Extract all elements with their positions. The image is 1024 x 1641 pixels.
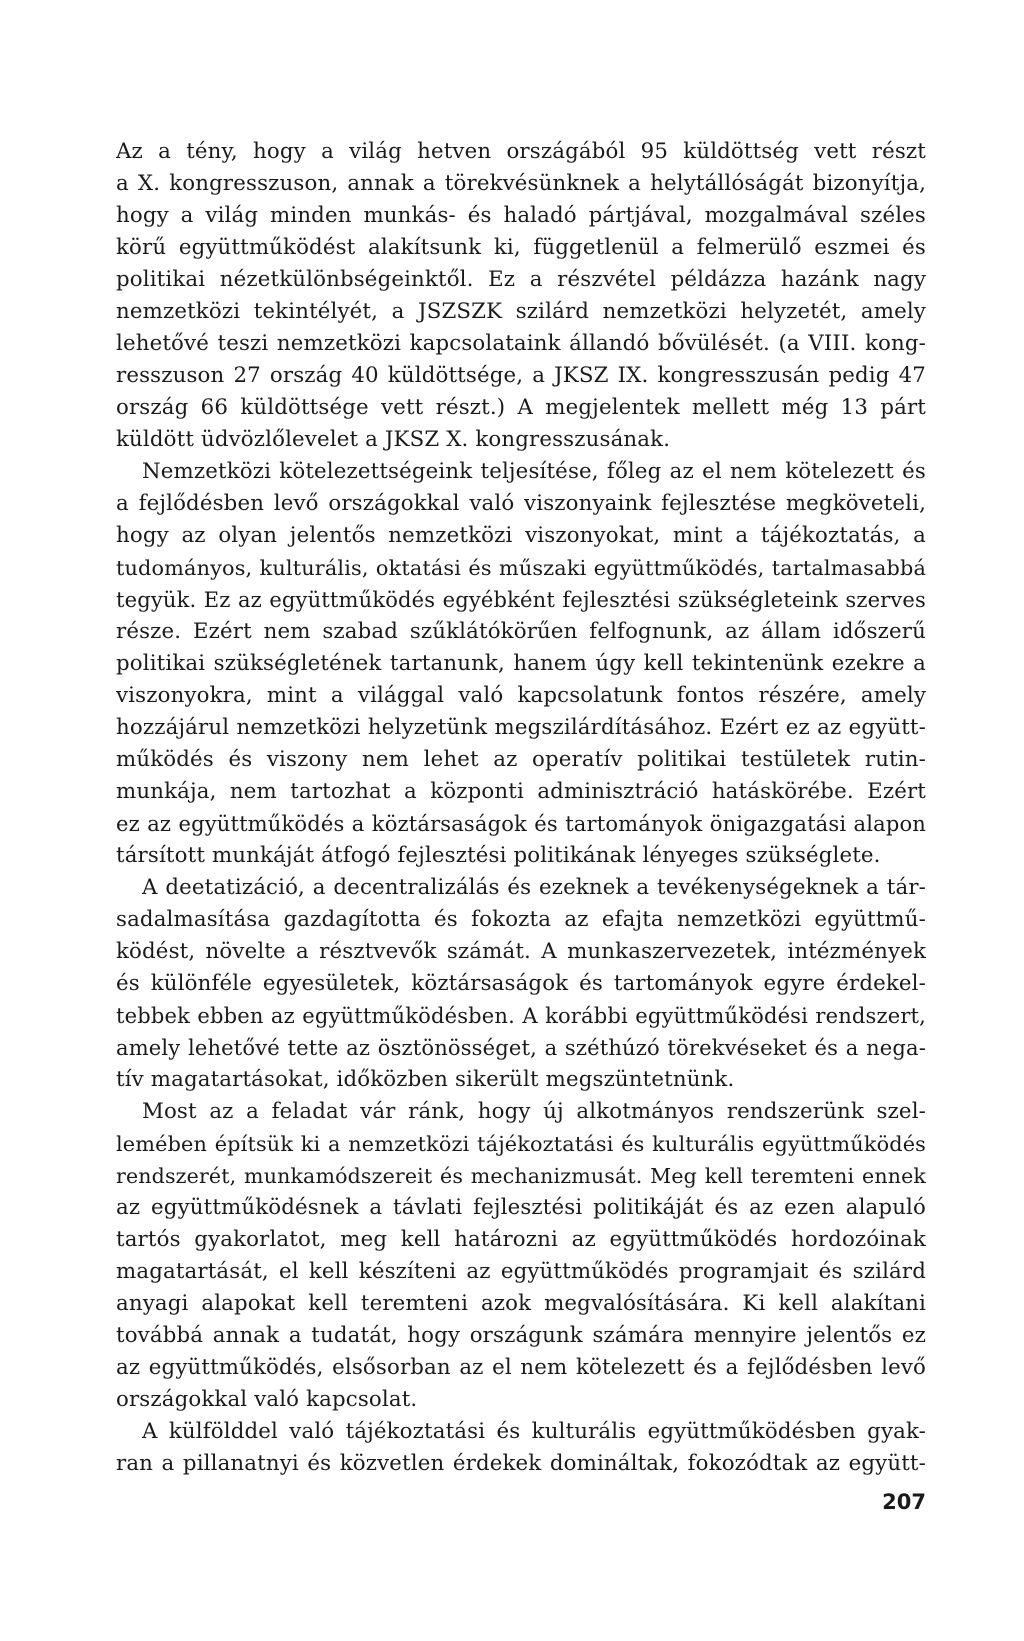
text-line: A külfölddel való tájékoztatási és kulturális együttműködésben gyak-: [142, 1419, 926, 1444]
text-line: része. Ezért nem szabad szűklátókörűen felfognunk, az állam időszerű: [116, 619, 926, 644]
text-line: társított munkáját átfogó fejlesztési politikának lényeges szükséglete.: [116, 843, 881, 868]
text-line: és különféle egyesületek, köztársaságok és tartományok egyre érdekel-: [116, 971, 926, 996]
text-line: tudományos, kulturális, oktatási és műszaki együttműködés, tartalmasabbá: [116, 556, 926, 580]
text-line: működés és viszony nem lehet az operatív politikai testületek rutin-: [116, 747, 926, 772]
text-line: magatartását, el kell készíteni az együttműködés programjait és szilárd: [116, 1259, 926, 1284]
text-line: ködést, növelte a résztvevők számát. A munkaszervezetek, intézmények: [116, 939, 926, 964]
page-number: 207: [882, 1490, 926, 1514]
text-line: a fejlődésben levő országokkal való viszonyaink fejlesztése megköveteli,: [116, 491, 926, 516]
text-line: lehetővé teszi nemzetközi kapcsolataink állandó bővülését. (a VIII. kong-: [116, 331, 926, 356]
paragraph-1: [116, 136, 926, 456]
text-line: ran a pillanatnyi és közvetlen érdekek domináltak, fokozódtak az együtt-: [116, 1451, 926, 1476]
text-line: Nemzetközi kötelezettségeink teljesítése, főleg az el nem kötelezett és: [142, 459, 926, 484]
text-line: Az a tény, hogy a világ hetven országából 95 küldöttség vett részt: [116, 139, 926, 164]
text-line: az együttműködés, elsősorban az el nem kötelezett és a fejlődésben levő: [116, 1355, 926, 1380]
text-line: viszonyokra, mint a világgal való kapcsolatunk fontos részére, amely: [116, 683, 926, 708]
text-line: hogy a világ minden munkás- és haladó pártjával, mozgalmával széles: [116, 203, 926, 228]
paragraph-4: [116, 1096, 926, 1416]
paragraph-3: [116, 872, 926, 1096]
text-line: A deetatizáció, a decentralizálás és ezeknek a tevékenységeknek a tár-: [142, 875, 926, 900]
text-line: országokkal való kapcsolat.: [116, 1387, 418, 1412]
text-line: a X. kongresszuson, annak a törekvésünknek a helytállóságát bizonyítja,: [116, 171, 926, 196]
text-line: küldött üdvözlőlevelet a JKSZ X. kongresszusának.: [116, 427, 671, 452]
text-line: resszuson 27 ország 40 küldöttsége, a JKSZ IX. kongresszusán pedig 47: [116, 363, 926, 388]
text-line: körű együttműködést alakítsunk ki, függetlenül a felmerülő eszmei és: [116, 235, 926, 260]
text-line: tegyük. Ez az együttműködés egyébként fejlesztési szükségleteink szerves: [116, 587, 926, 612]
text-line: munkája, nem tartozhat a központi adminisztráció hatáskörébe. Ezért: [116, 779, 926, 804]
text-line: politikai nézetkülönbségeinktől. Ez a részvétel példázza hazánk nagy: [116, 267, 926, 292]
text-line: továbbá annak a tudatát, hogy országunk számára mennyire jelentős ez: [116, 1323, 926, 1348]
text-line: az együttműködésnek a távlati fejlesztési politikáját és az ezen alapuló: [116, 1195, 926, 1220]
text-line: politikai szükségletének tartanunk, hanem úgy kell tekintenünk ezekre a: [116, 651, 926, 676]
text-line: ország 66 küldöttsége vett részt.) A megjelentek mellett még 13 párt: [116, 395, 926, 420]
paragraph-5: [116, 1416, 926, 1480]
text-line: tív magatartásokat, időközben sikerült megszüntetnünk.: [116, 1067, 735, 1092]
text-line: nemzetközi tekintélyét, a JSZSZK szilárd nemzetközi helyzetét, amely: [116, 299, 926, 324]
text-line: ez az együttműködés a köztársaságok és tartományok önigazgatási alapon: [116, 811, 926, 836]
paragraph-2: [116, 456, 926, 872]
text-line: rendszerét, munkamódszereit és mechanizmusát. Meg kell teremteni ennek: [116, 1164, 926, 1188]
text-line: tartós gyakorlatot, meg kell határozni az együttműködés hordozóinak: [116, 1227, 926, 1252]
text-line: hogy az olyan jelentős nemzetközi viszonyokat, mint a tájékoztatás, a: [116, 523, 926, 548]
text-line: sadalmasítása gazdagította és fokozta az efajta nemzetközi együttmű-: [116, 907, 926, 932]
text-line: anyagi alapokat kell teremteni azok megvalósítására. Ki kell alakítani: [116, 1291, 926, 1316]
book-page-text: [116, 136, 926, 1480]
text-line: hozzájárul nemzetközi helyzetünk megszilárdításához. Ezért ez az együtt-: [116, 715, 926, 740]
text-line: lemében építsük ki a nemzetközi tájékoztatási és kulturális együttműködés: [116, 1132, 926, 1156]
text-line: amely lehetővé tette az ösztönösséget, a széthúzó törekvéseket és a nega-: [116, 1035, 926, 1060]
text-line: Most az a feladat vár ránk, hogy új alkotmányos rendszerünk szel-: [142, 1099, 926, 1124]
text-line: tebbek ebben az együttműködésben. A korábbi együttműködési rendszert,: [116, 1003, 926, 1028]
